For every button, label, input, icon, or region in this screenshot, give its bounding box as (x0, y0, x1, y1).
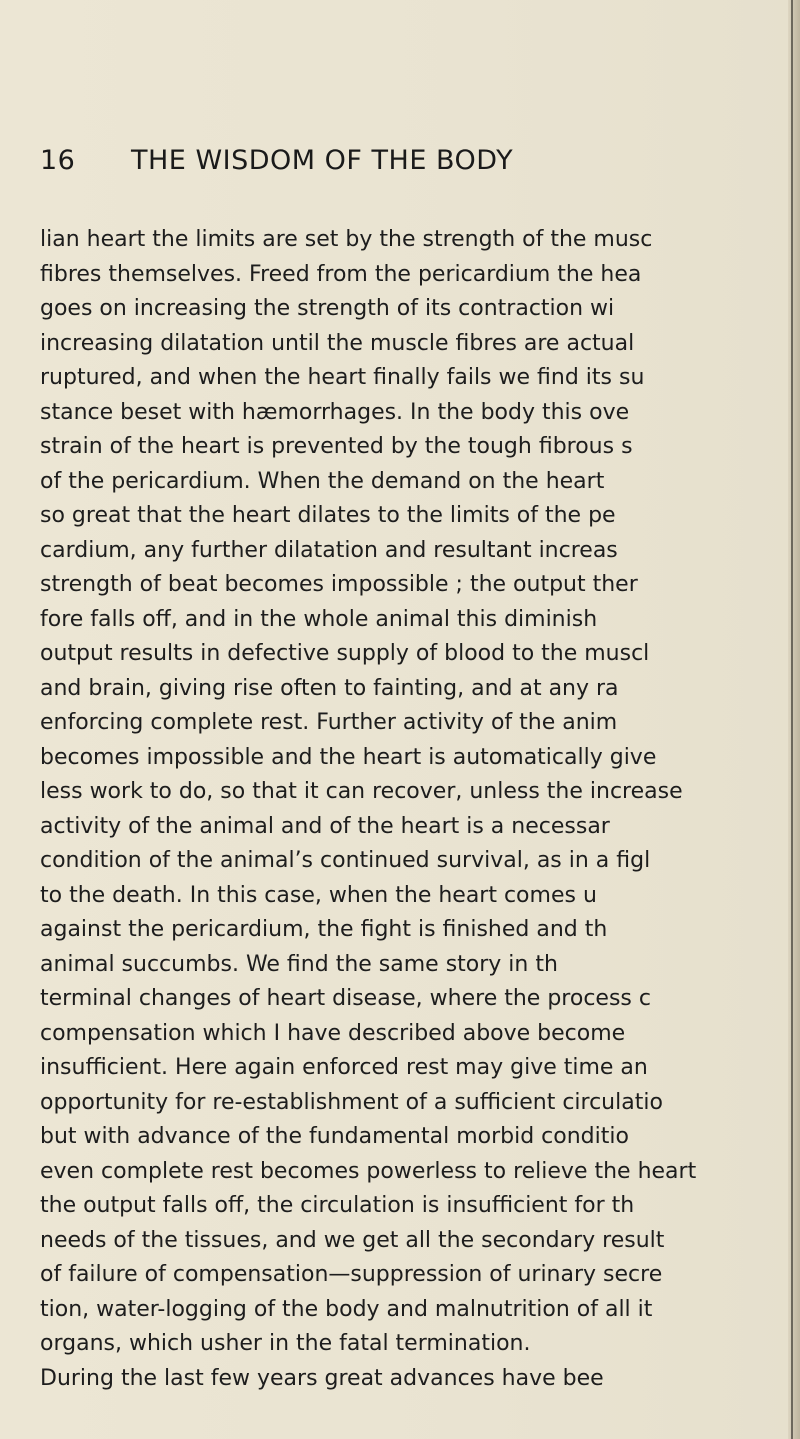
text-line: compensation which I have described above become (40, 1020, 626, 1046)
page-number: 16 (40, 145, 76, 176)
text-line: against the pericardium, the fight is finished and th (40, 917, 608, 942)
text-line: activity of the animal and of the heart is a necessar (40, 813, 610, 839)
text-line: organs, which usher in the fatal termination. (40, 1331, 531, 1356)
text-line: the output falls off, the circulation is insufficient for th (40, 1193, 635, 1218)
text-line: even complete rest becomes powerless to relieve the heart (40, 1158, 697, 1184)
text-line: cardium, any further dilatation and resultant increas (40, 537, 618, 563)
text-line: of failure of compensation—suppression of urinary secre (40, 1262, 663, 1287)
text-line: becomes impossible and the heart is automatically give (40, 744, 657, 770)
page-binding-edge (788, 0, 800, 1439)
text-line: strain of the heart is prevented by the tough fibrous s (40, 434, 633, 459)
page-edge-shadow-line (791, 0, 793, 1439)
text-line: condition of the animal’s continued survival, as in a figl (40, 848, 651, 873)
text-line: terminal changes of heart disease, where the process c (40, 986, 651, 1011)
running-header (40, 145, 760, 185)
text-line: to the death. In this case, when the heart comes u (40, 882, 597, 908)
text-line: strength of beat becomes impossible ; the output ther (40, 572, 638, 597)
text-line: but with advance of the fundamental morbid conditio (40, 1124, 629, 1149)
text-line: and brain, giving rise often to fainting, and at any ra (40, 675, 619, 701)
text-line: fore falls off, and in the whole animal this diminish (40, 606, 598, 632)
running-title: THE WISDOM OF THE BODY (131, 145, 514, 176)
text-line: stance beset with hæmorrhages. In the body this ove (40, 399, 630, 425)
text-line: tion, water-logging of the body and malnutrition of all it (40, 1296, 653, 1322)
text-line: needs of the tissues, and we get all the secondary result (40, 1227, 665, 1253)
text-line: lian heart the limits are set by the strength of the musc (40, 227, 653, 252)
text-line: During the last few years great advances have bee (40, 1365, 604, 1391)
text-line: increasing dilatation until the muscle fibres are actual (40, 330, 635, 356)
text-line: insufficient. Here again enforced rest may give time an (40, 1055, 648, 1080)
text-line: output results in defective supply of blood to the muscl (40, 641, 650, 666)
text-line: ruptured, and when the heart finally fails we find its su (40, 365, 645, 390)
text-line: less work to do, so that it can recover, unless the increase (40, 779, 683, 804)
text-line: animal succumbs. We find the same story in th (40, 951, 558, 977)
body-text (40, 223, 800, 1396)
text-line: of the pericardium. When the demand on the heart (40, 468, 605, 494)
text-line: fibres themselves. Freed from the pericardium the hea (40, 261, 642, 287)
text-line: enforcing complete rest. Further activity of the anim (40, 710, 618, 735)
text-line: so great that the heart dilates to the limits of the pe (40, 503, 616, 528)
text-line: opportunity for re-establishment of a sufficient circulatio (40, 1089, 663, 1115)
text-line: goes on increasing the strength of its contraction wi (40, 296, 615, 321)
